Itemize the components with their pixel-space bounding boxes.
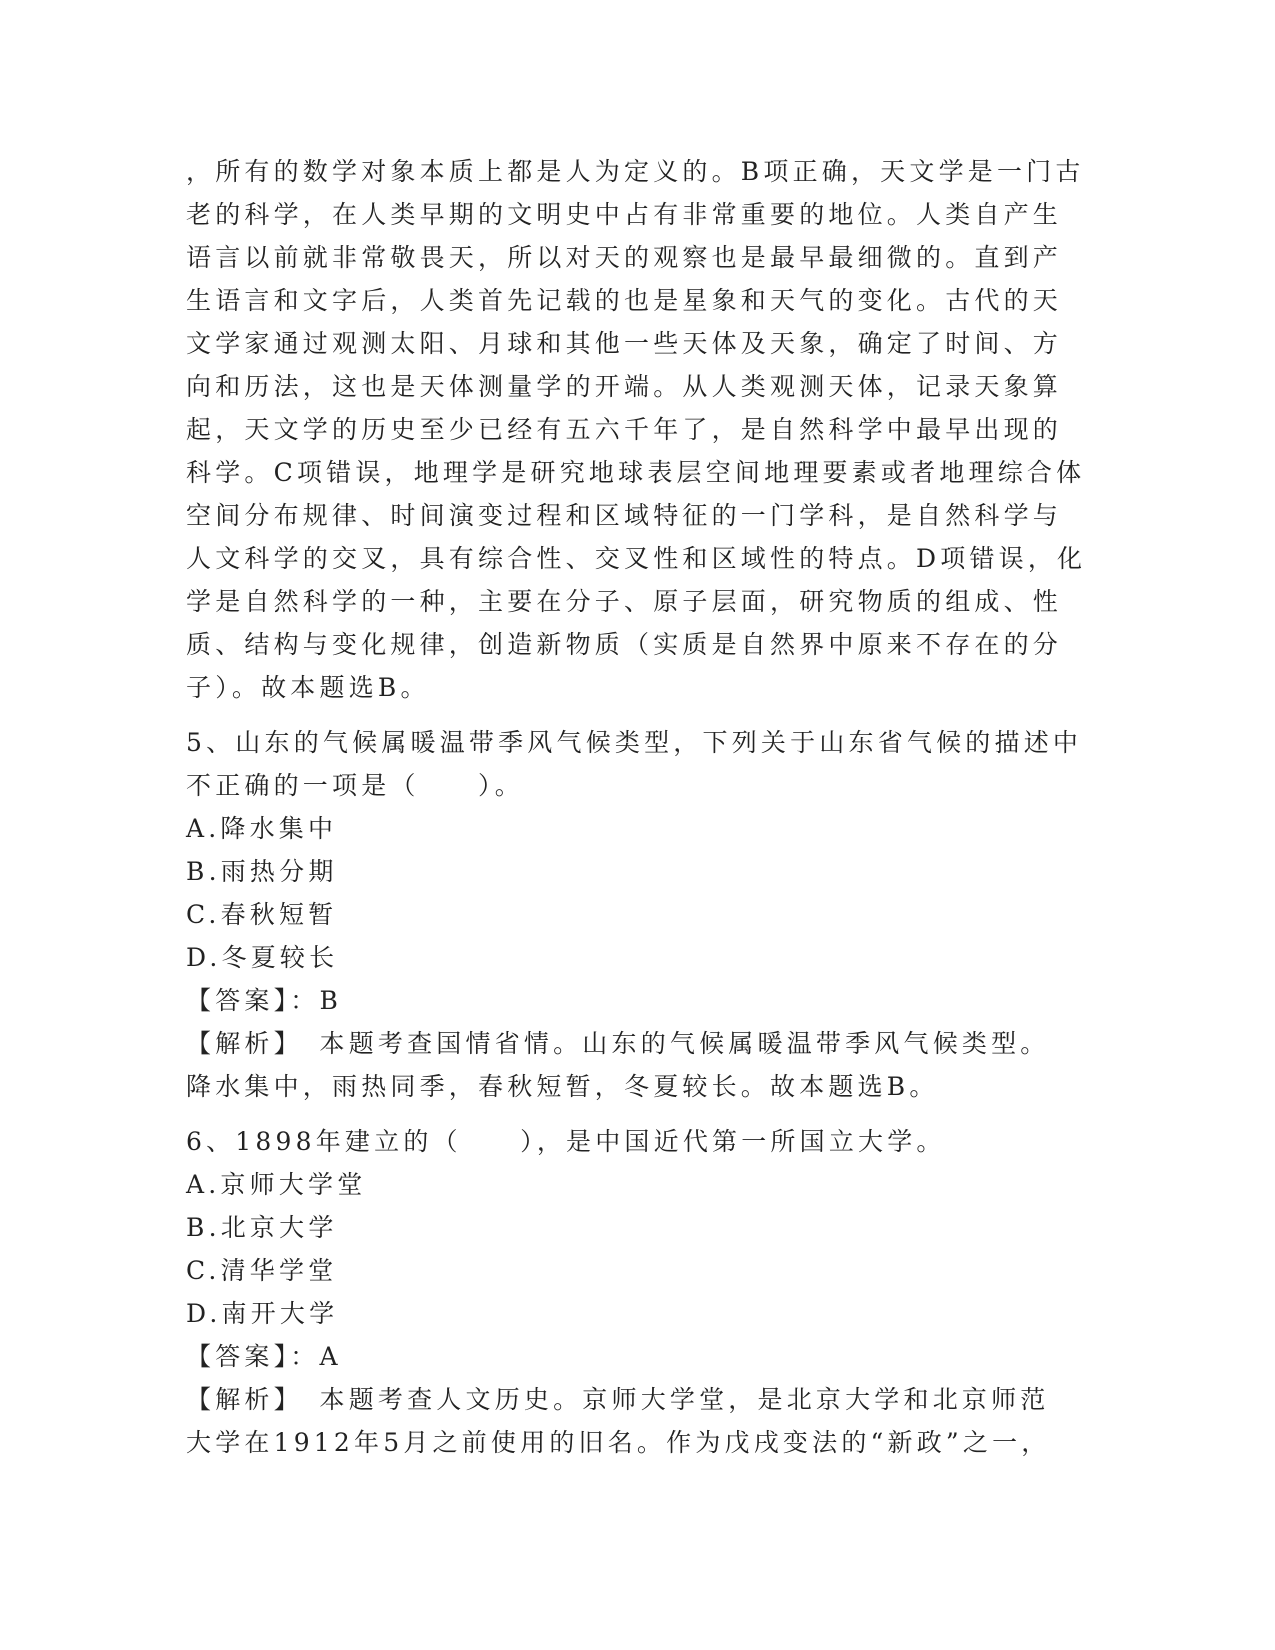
- text-line: 学是自然科学的一种，主要在分子、原子层面，研究物质的组成、性: [186, 587, 1063, 616]
- text-line: 子）。故本题选B。: [186, 673, 430, 702]
- analysis-line: 降水集中，雨热同季，春秋短暂，冬夏较长。故本题选B。: [186, 1072, 939, 1101]
- option-a: A.京师大学堂: [186, 1170, 367, 1199]
- spacer: [186, 709, 1086, 721]
- option-b: B.雨热分期: [186, 857, 338, 886]
- text-line: 生语言和文字后，人类首先记载的也是星象和天气的变化。古代的天: [186, 286, 1063, 315]
- question-5: [186, 721, 1086, 1108]
- answer-line: 【答案】：B: [186, 986, 343, 1015]
- question-stem: 不正确的一项是（ ）。: [186, 771, 524, 800]
- option-c: C.清华学堂: [186, 1256, 338, 1285]
- question-6: [186, 1120, 1086, 1464]
- text-line: 人文科学的交叉，具有综合性、交叉性和区域性的特点。D项错误，化: [186, 544, 1087, 573]
- previous-analysis-continuation: [186, 150, 1086, 709]
- option-a: A.降水集中: [186, 814, 338, 843]
- text-line: 科学。C项错误，地理学是研究地球表层空间地理要素或者地理综合体: [186, 458, 1086, 487]
- page-content: [186, 150, 1086, 1464]
- question-stem: 6、1898年建立的（ ），是中国近代第一所国立大学。: [186, 1127, 946, 1156]
- analysis-line: 【解析】 本题考查国情省情。山东的气候属暖温带季风气候类型。: [186, 1029, 1050, 1058]
- answer-line: 【答案】：A: [186, 1342, 342, 1371]
- text-line: 质、结构与变化规律，创造新物质（实质是自然界中原来不存在的分: [186, 630, 1063, 659]
- option-c: C.春秋短暂: [186, 900, 338, 929]
- option-b: B.北京大学: [186, 1213, 338, 1242]
- question-stem: 5、山东的气候属暖温带季风气候类型，下列关于山东省气候的描述中: [186, 728, 1083, 757]
- text-line: 文学家通过观测太阳、月球和其他一些天体及天象，确定了时间、方: [186, 329, 1063, 358]
- text-line: 语言以前就非常敬畏天，所以对天的观察也是最早最细微的。直到产: [186, 243, 1063, 272]
- option-d: D.南开大学: [186, 1299, 339, 1328]
- analysis-line: 【解析】 本题考查人文历史。京师大学堂，是北京大学和北京师范: [186, 1385, 1050, 1414]
- text-line: ，所有的数学对象本质上都是人为定义的。B项正确，天文学是一门古: [186, 157, 1085, 186]
- spacer: [186, 1108, 1086, 1120]
- text-line: 空间分布规律、时间演变过程和区域特征的一门学科，是自然科学与: [186, 501, 1063, 530]
- text-line: 向和历法，这也是天体测量学的开端。从人类观测天体，记录天象算: [186, 372, 1063, 401]
- text-line: 起，天文学的历史至少已经有五六千年了，是自然科学中最早出现的: [186, 415, 1063, 444]
- option-d: D.冬夏较长: [186, 943, 339, 972]
- analysis-line: 大学在1912年5月之前使用的旧名。作为戊戌变法的“新政”之一，: [186, 1428, 1051, 1457]
- text-line: 老的科学，在人类早期的文明史中占有非常重要的地位。人类自产生: [186, 200, 1063, 229]
